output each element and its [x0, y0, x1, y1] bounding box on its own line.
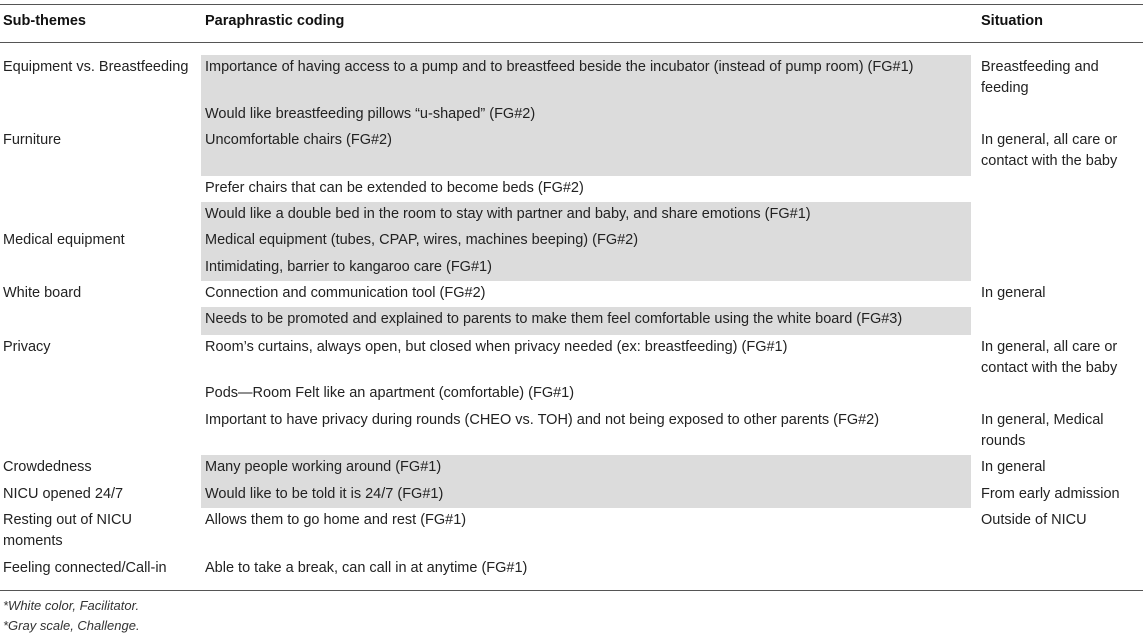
sub-theme-cell: Privacy — [3, 339, 51, 355]
table-row — [0, 228, 1143, 255]
table-row — [0, 255, 1143, 281]
sub-theme-cell: NICU opened 24/7 — [3, 486, 124, 502]
paraphrastic-coding-cell: Intimidating, barrier to kangaroo care (FG#1) — [205, 259, 492, 275]
situation-cell: In general — [981, 285, 1046, 301]
paraphrastic-coding-cell: Would like to be told it is 24/7 (FG#1) — [205, 486, 444, 502]
paraphrastic-coding-cell: Many people working around (FG#1) — [205, 459, 442, 475]
sub-theme-cell: Medical equipment — [3, 232, 125, 248]
table-row — [0, 55, 1143, 102]
sub-theme-cell: Equipment vs. Breastfeeding — [3, 59, 189, 75]
header-rule — [0, 42, 1143, 43]
paraphrastic-coding-cell: Would like a double bed in the room to stay with partner and baby, and share emotions (FG#1) — [205, 206, 811, 222]
table-row — [0, 176, 1143, 202]
sub-theme-cell: Crowdedness — [3, 459, 92, 475]
paraphrastic-coding-cell: Connection and communication tool (FG#2) — [205, 285, 486, 301]
sub-theme-cell: Feeling connected/Call-in — [3, 560, 167, 576]
sub-theme-cell: Furniture — [3, 132, 62, 148]
footnote-white: *White color, Facilitator. — [3, 598, 140, 613]
paraphrastic-coding-cell: Importance of having access to a pump and to breastfeed beside the incubator (instead of pump room) (FG#1) — [205, 59, 914, 75]
table-row — [0, 482, 1143, 508]
paraphrastic-coding-cell: Room’s curtains, always open, but closed when privacy needed (ex: breastfeeding) (FG#1) — [205, 339, 788, 355]
table-row — [0, 335, 1143, 381]
situation-cell: In general, all care or contact with the baby — [981, 132, 1118, 169]
footnote-gray: *Gray scale, Challenge. — [3, 618, 140, 633]
situation-cell: In general — [981, 459, 1046, 475]
situation-cell: In general, Medical rounds — [981, 412, 1104, 449]
table-row — [0, 102, 1143, 128]
table-row — [0, 455, 1143, 482]
sub-theme-cell: White board — [3, 285, 82, 301]
table-row — [0, 381, 1143, 408]
paraphrastic-coding-cell: Needs to be promoted and explained to parents to make them feel comfortable using the white board (FG#3) — [205, 311, 903, 327]
table-row — [0, 202, 1143, 228]
paraphrastic-coding-cell: Would like breastfeeding pillows “u-shaped” (FG#2) — [205, 106, 536, 122]
situation-cell: Outside of NICU — [981, 512, 1087, 528]
table-row — [0, 408, 1143, 455]
paraphrastic-coding-cell: Pods—Room Felt like an apartment (comfortable) (FG#1) — [205, 385, 575, 401]
paraphrastic-coding-cell: Prefer chairs that can be extended to become beds (FG#2) — [205, 180, 584, 196]
table-row — [0, 508, 1143, 556]
paraphrastic-coding-cell: Important to have privacy during rounds (CHEO vs. TOH) and not being exposed to other parents (FG#2) — [205, 412, 880, 428]
paraphrastic-coding-cell: Medical equipment (tubes, CPAP, wires, machines beeping) (FG#2) — [205, 232, 639, 248]
table-row — [0, 281, 1143, 307]
header-paraphrastic-coding: Paraphrastic coding — [205, 13, 345, 29]
table-row — [0, 556, 1143, 582]
paraphrastic-coding-cell: Able to take a break, can call in at anytime (FG#1) — [205, 560, 528, 576]
sub-theme-cell: Resting out of NICU moments — [3, 512, 132, 549]
header-sub-themes: Sub-themes — [3, 13, 86, 29]
situation-cell: Breastfeeding and feeding — [981, 59, 1099, 96]
situation-cell: In general, all care or contact with the baby — [981, 339, 1118, 376]
table-row — [0, 307, 1143, 335]
bottom-rule — [0, 590, 1143, 591]
paraphrastic-coding-cell: Uncomfortable chairs (FG#2) — [205, 132, 392, 148]
situation-cell: From early admission — [981, 486, 1120, 502]
table-row — [0, 128, 1143, 176]
paraphrastic-coding-cell: Allows them to go home and rest (FG#1) — [205, 512, 467, 528]
header-situation: Situation — [981, 13, 1044, 29]
top-rule — [0, 4, 1143, 5]
